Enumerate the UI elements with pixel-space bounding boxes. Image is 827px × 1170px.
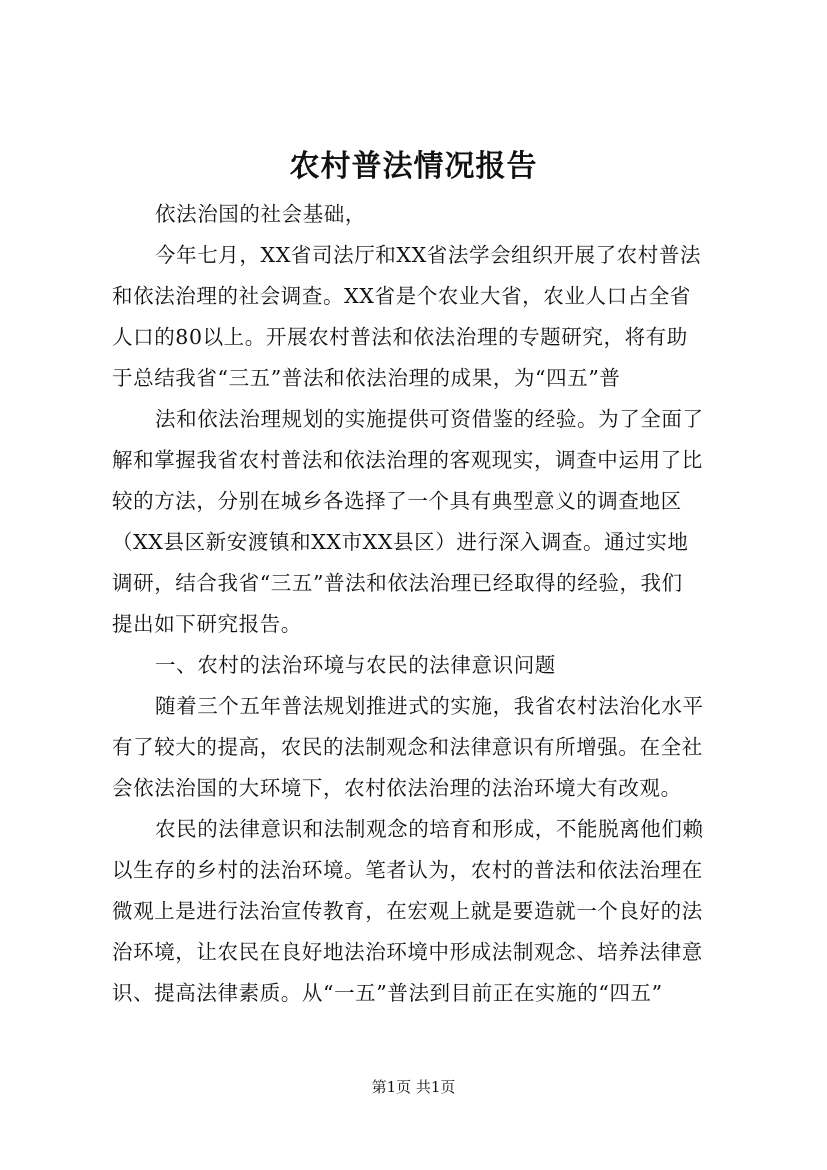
paragraph-line: 调研，结合我省“三五”普法和依法治理已经取得的经验，我们 xyxy=(112,571,683,595)
paragraph-line: 人口的80以上。开展农村普法和依法治理的专题研究，将有助 xyxy=(112,325,688,349)
paragraph-line: （XX县区新安渡镇和XX市XX县区）进行深入调查。通过实地 xyxy=(112,530,689,554)
section-heading: 一、农村的法治环境与农民的法律意识问题 xyxy=(155,653,556,677)
page-number: 第1页 共1页 xyxy=(371,1078,456,1096)
paragraph-line: 治环境，让农民在良好地法治环境中形成法制观念、培养法律意 xyxy=(112,940,703,964)
document-title: 农村普法情况报告 xyxy=(289,149,538,184)
paragraph-line: 今年七月，XX省司法厅和XX省法学会组织开展了农村普法 xyxy=(155,243,702,267)
paragraph-line: 和依法治理的社会调查。XX省是个农业大省，农业人口占全省 xyxy=(112,284,691,308)
paragraph-line: 解和掌握我省农村普法和依法治理的客观现实，调查中运用了比 xyxy=(112,448,703,472)
paragraph-line: 于总结我省“三五”普法和依法治理的成果，为“四五”普 xyxy=(112,366,621,390)
paragraph-line: 法和依法治理规划的实施提供可资借鉴的经验。为了全面了 xyxy=(155,407,704,431)
paragraph-line: 依法治国的社会基础， xyxy=(155,202,366,226)
paragraph-line: 农民的法律意识和法制观念的培育和形成，不能脱离他们赖 xyxy=(155,817,704,841)
paragraph-line: 较的方法，分别在城乡各选择了一个具有典型意义的调查地区 xyxy=(112,489,682,513)
paragraph-line: 以生存的乡村的法治环境。笔者认为，农村的普法和依法治理在 xyxy=(112,858,703,882)
paragraph-line: 会依法治国的大环境下，农村依法治理的法治环境大有改观。 xyxy=(112,776,682,800)
paragraph-line: 有了较大的提高，农民的法制观念和法律意识有所增强。在全社 xyxy=(112,735,703,759)
paragraph-line: 随着三个五年普法规划推进式的实施，我省农村法治化水平 xyxy=(155,694,704,718)
paragraph-line: 微观上是进行法治宣传教育，在宏观上就是要造就一个良好的法 xyxy=(112,899,703,923)
paragraph-line: 识、提高法律素质。从“一五”普法到目前正在实施的“四五” xyxy=(112,981,663,1005)
paragraph-line: 提出如下研究报告。 xyxy=(112,612,302,636)
